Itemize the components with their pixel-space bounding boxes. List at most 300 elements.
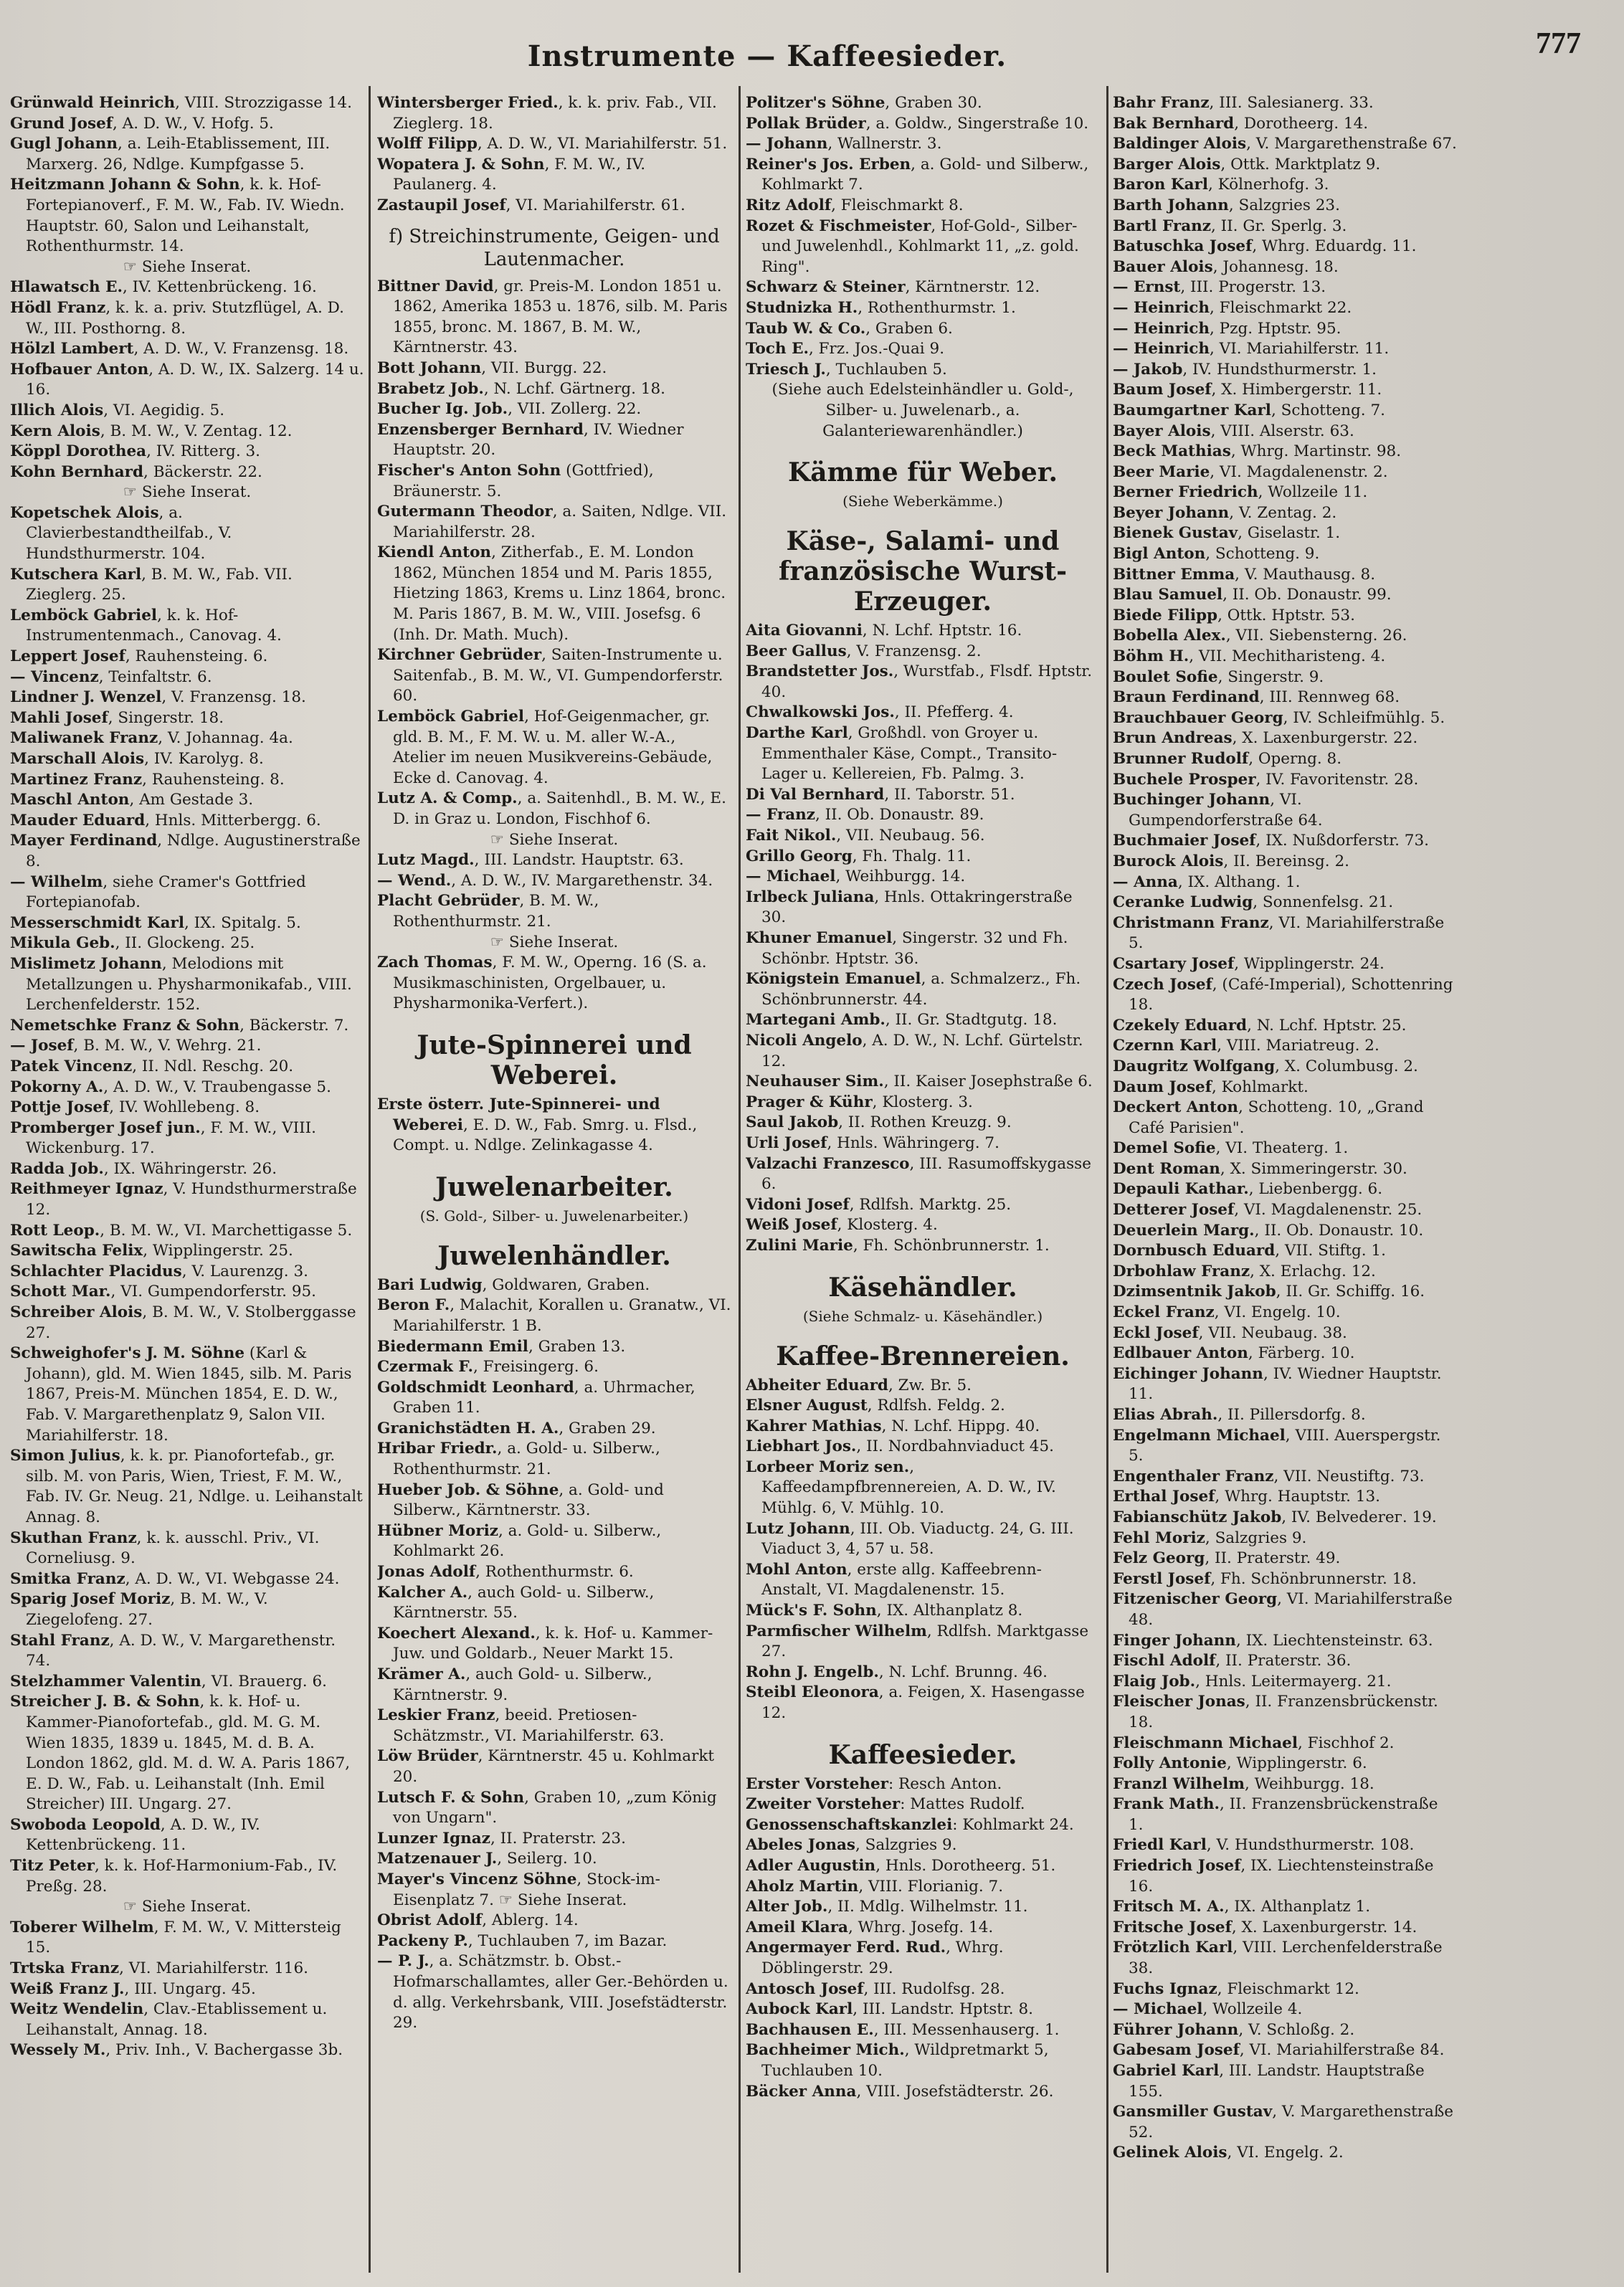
entry-details: , Hnls. Währingerg. 7. bbox=[827, 1133, 999, 1152]
entry-details: , Ottk. Marktplatz 9. bbox=[1220, 155, 1381, 173]
entry-name: Beck Mathias bbox=[1113, 442, 1231, 461]
entry-name: Kahrer Mathias bbox=[746, 1417, 882, 1435]
entry-name: Stahl Franz bbox=[10, 1631, 110, 1650]
directory-entry bbox=[1113, 422, 1457, 442]
entry-name: Toberer Wilhelm bbox=[10, 1918, 154, 1936]
directory-entry bbox=[746, 1683, 1100, 1723]
entry-name: Radda Job. bbox=[10, 1159, 104, 1178]
entry-name: Wessely M. bbox=[10, 2041, 106, 2060]
entry-name: — Heinrich bbox=[1113, 298, 1210, 317]
entry-name: Saul Jakob bbox=[746, 1113, 839, 1132]
directory-entry bbox=[1113, 1426, 1457, 1467]
entry-details: , Liebenbergg. 6. bbox=[1248, 1180, 1383, 1199]
entry-details: , Wildpretmarkt 5, Tuchlauben 10. bbox=[761, 2041, 1049, 2080]
entry-name: Bachhausen E. bbox=[746, 2020, 874, 2039]
entry-name: Ceranke Ludwig bbox=[1113, 893, 1253, 912]
directory-entry bbox=[1113, 1918, 1457, 1939]
entry-name: Zach Thomas bbox=[377, 954, 493, 972]
entry-details: , X. Erlachg. 12. bbox=[1250, 1262, 1376, 1280]
entry-name: Messerschmidt Karl bbox=[10, 913, 184, 932]
entry-details: , VI. Theaterg. 1. bbox=[1215, 1139, 1349, 1158]
directory-entry bbox=[377, 1378, 731, 1419]
entry-name: Mück's F. Sohn bbox=[746, 1602, 877, 1620]
entry-name: Mauder Eduard bbox=[10, 811, 146, 829]
entry-name: Lutsch F. & Sohn bbox=[377, 1788, 525, 1807]
directory-entry bbox=[1113, 893, 1457, 913]
entry-name: Illich Alois bbox=[10, 401, 104, 419]
directory-entry bbox=[1113, 831, 1457, 852]
entry-details: (Gottfried), Bräunerstr. 5. bbox=[393, 461, 654, 500]
entry-details: , Hof-Gold-, Silber- und Juwelenhdl., Kohlmarkt 11, „z. gold. Ring". bbox=[761, 217, 1079, 276]
directory-entry bbox=[377, 1849, 731, 1870]
directory-entry bbox=[746, 1236, 1100, 1257]
directory-entry bbox=[1113, 1938, 1457, 1979]
entry-name: Fehl Moriz bbox=[1113, 1528, 1205, 1547]
entry-name: Fabianschütz Jakob bbox=[1113, 1508, 1282, 1526]
entry-details: , Bäckerstr. 7. bbox=[239, 1016, 349, 1035]
directory-entry bbox=[1113, 1672, 1457, 1693]
entry-details: , A. D. W., VI. Mariahilferstr. 51. bbox=[477, 135, 728, 153]
directory-entry bbox=[1113, 257, 1457, 278]
entry-name: Barth Johann bbox=[1113, 196, 1229, 214]
directory-entry bbox=[377, 277, 731, 358]
entry-name: Schweighofer's J. M. Söhne bbox=[10, 1344, 245, 1363]
entry-name: Dent Roman bbox=[1113, 1159, 1220, 1178]
directory-entry bbox=[746, 2000, 1100, 2020]
directory-entry bbox=[10, 134, 364, 175]
column-1 bbox=[10, 93, 364, 2273]
entry-details: , II. Rothen Kreuzg. 9. bbox=[838, 1113, 1012, 1132]
directory-entry bbox=[1113, 360, 1457, 381]
directory-entry bbox=[746, 1918, 1100, 1939]
directory-entry bbox=[1113, 319, 1457, 340]
directory-entry bbox=[10, 462, 364, 483]
directory-entry bbox=[746, 339, 1100, 360]
entry-name: Jonas Adolf bbox=[377, 1563, 476, 1582]
entry-name: Dzimsentnik Jakob bbox=[1113, 1283, 1276, 1301]
entry-details: , VIII. Mariatreug. 2. bbox=[1217, 1037, 1380, 1055]
directory-entry bbox=[377, 1275, 731, 1296]
entry-name: Czech Josef bbox=[1113, 975, 1212, 994]
entry-name: Lutz Magd. bbox=[377, 851, 475, 870]
entry-name: Beron F. bbox=[377, 1296, 450, 1315]
entry-details: ☞ Siehe Inserat. bbox=[123, 483, 252, 502]
entry-name: Hlawatsch E. bbox=[10, 278, 123, 297]
entry-name: Kalcher A. bbox=[377, 1583, 468, 1602]
entry-name: Czekely Eduard bbox=[1113, 1016, 1248, 1035]
entry-details: , a. Gold- und Silberw., Kohlmarkt 7. bbox=[761, 155, 1089, 194]
directory-entry bbox=[10, 442, 364, 462]
directory-entry bbox=[1113, 708, 1457, 729]
entry-details: , Salzgries 9. bbox=[855, 1836, 957, 1855]
entry-name: Bienek Gustav bbox=[1113, 524, 1238, 543]
directory-entry bbox=[10, 1569, 364, 1590]
directory-entry bbox=[10, 1528, 364, 1569]
entry-name: Bak Bernhard bbox=[1113, 114, 1235, 133]
entry-name: Elias Abrah. bbox=[1113, 1406, 1218, 1424]
entry-name: Bartl Franz bbox=[1113, 217, 1211, 235]
entry-name: Maliwanek Franz bbox=[10, 729, 158, 748]
entry-name: — Heinrich bbox=[1113, 340, 1210, 358]
directory-entry bbox=[746, 1093, 1100, 1113]
entry-details: , Wollzeile 4. bbox=[1202, 2000, 1303, 2019]
entry-name: Burock Alois bbox=[1113, 852, 1224, 870]
entry-name: Rott Leop. bbox=[10, 1221, 100, 1240]
entry-details: , III. Rasumoffskygasse 6. bbox=[761, 1154, 1091, 1194]
directory-entry bbox=[377, 871, 731, 892]
entry-name: Bayer Alois bbox=[1113, 422, 1211, 440]
entry-details: , IV. Belvederег. 19. bbox=[1281, 1508, 1437, 1526]
directory-entry bbox=[1113, 1179, 1457, 1200]
entry-name: Gabesam Josef bbox=[1113, 2041, 1240, 2060]
entry-details: , Stock-im-Eisenplatz 7. ☞ Siehe Inserat. bbox=[393, 1870, 660, 1909]
entry-details: , Graben 30. bbox=[885, 94, 982, 112]
directory-entry bbox=[746, 888, 1100, 928]
entry-name: Schott Mar. bbox=[10, 1283, 111, 1301]
column-3 bbox=[746, 93, 1100, 2273]
entry-name: Braun Ferdinand bbox=[1113, 688, 1260, 707]
directory-entry bbox=[377, 1439, 731, 1480]
entry-details: , II. Franzensbrückenstr. 18. bbox=[1129, 1693, 1438, 1731]
directory-entry bbox=[10, 1098, 364, 1118]
directory-entry bbox=[10, 2000, 364, 2040]
entry-details: , X. Laxenburgerstr. 14. bbox=[1231, 1918, 1418, 1936]
directory-entry bbox=[10, 93, 364, 114]
entry-details: , V. Hundsthurmerstraße 12. bbox=[26, 1180, 357, 1219]
directory-entry bbox=[10, 688, 364, 708]
directory-entry bbox=[1113, 1078, 1457, 1098]
entry-name: Demel Sofie bbox=[1113, 1139, 1216, 1158]
directory-entry bbox=[377, 1521, 731, 1562]
directory-entry bbox=[377, 399, 731, 420]
entry-details: , Hnls. Leitermayerg. 21. bbox=[1195, 1672, 1392, 1691]
entry-name: Pokorny A. bbox=[10, 1078, 104, 1096]
entry-details: , II. Taborstr. 51. bbox=[884, 785, 1015, 804]
entry-details: (Siehe auch Edelsteinhändler u. Gold-, Silber- u. Juwelenarb., a. Galanteriewarenhändler.) bbox=[771, 381, 1074, 440]
entry-name: Angermayer Ferd. Rud. bbox=[746, 1939, 946, 1957]
entry-details: , Melodions mit Metallzungen u. Physharmonikafab., VIII. Lerchenfelderstr. 152. bbox=[26, 954, 352, 1014]
entry-name: Pollak Brüder bbox=[746, 114, 866, 133]
entry-name: Aubock Karl bbox=[746, 2000, 853, 2019]
entry-details: , Kölnerhofg. 3. bbox=[1208, 176, 1329, 194]
entry-details: , Rauhensteing. 6. bbox=[125, 647, 268, 666]
directory-entry bbox=[10, 1692, 364, 1815]
entry-name: Wolff Filipp bbox=[377, 135, 478, 153]
entry-details: , VI. Magdalenenstr. 25. bbox=[1234, 1201, 1423, 1219]
entry-details: , III. Landstr. Hauptstr. 63. bbox=[474, 851, 684, 870]
directory-entry bbox=[1113, 1528, 1457, 1549]
entry-name: Mislimetz Johann bbox=[10, 954, 162, 973]
entry-details: , Wallnerstr. 3. bbox=[827, 135, 942, 153]
entry-name: Rohn J. Engelb. bbox=[746, 1663, 879, 1681]
directory-entry bbox=[1113, 1016, 1457, 1037]
entry-details: , V. Johannag. 4a. bbox=[158, 729, 293, 748]
entry-details: ☞ Siehe Inserat. bbox=[123, 257, 252, 276]
directory-entry bbox=[1113, 1057, 1457, 1078]
directory-entry bbox=[377, 1746, 731, 1787]
directory-entry bbox=[10, 1036, 364, 1057]
entry-name: Ritz Adolf bbox=[746, 196, 832, 214]
entry-details: , Schotteng. 10, „Grand Café Parisien". bbox=[1129, 1098, 1424, 1137]
entry-details: , Wollzeile 11. bbox=[1258, 483, 1368, 502]
entry-details: , Fischhof 2. bbox=[1298, 1734, 1395, 1752]
entry-name: Dornbusch Eduard bbox=[1113, 1242, 1276, 1260]
directory-entry bbox=[1113, 1487, 1457, 1508]
entry-name: Promberger Josef jun. bbox=[10, 1118, 201, 1137]
entry-details: , A. D. W., V. Hofg. 5. bbox=[113, 114, 274, 133]
entry-details: , IX. Liechtensteinstraße 16. bbox=[1129, 1857, 1434, 1896]
directory-entry bbox=[1113, 1138, 1457, 1159]
entry-details: , k. k. Hof- u. Kammer-Pianofortefab., gld. M. G. M. Wien 1835, 1839 u. 1845, M. d. B. A. London 1862, gld. M. d. W. A. Paris 1867, E. D. W., Fab. u. Leihanstalt (Inh. Emil Streicher) III. Ungarg. 27. bbox=[26, 1693, 351, 1814]
entry-details: , Schotteng. 7. bbox=[1271, 401, 1385, 419]
directory-entry bbox=[1113, 1303, 1457, 1323]
entry-details: , VI. Mariahilferstraße 48. bbox=[1129, 1590, 1453, 1629]
entry-name: Köppl Dorothea bbox=[10, 442, 147, 461]
directory-entry bbox=[746, 134, 1100, 155]
entry-name: Fritsche Josef bbox=[1113, 1918, 1232, 1936]
directory-entry bbox=[10, 1344, 364, 1446]
entry-details: , a. Gold- u. Silberw., Rothenthurmstr. 21. bbox=[393, 1440, 660, 1479]
entry-details: , F. M. W., VIII. Wickenburg. 17. bbox=[26, 1118, 316, 1158]
entry-details: , Hnls. Dorotheerg. 51. bbox=[875, 1856, 1056, 1875]
directory-entry bbox=[10, 1979, 364, 2000]
directory-entry bbox=[1113, 217, 1457, 237]
entry-name: Chwalkowski Jos. bbox=[746, 703, 895, 722]
entry-details: , k. k. Hof-Harmonium-Fab., IV. Preßg. 28. bbox=[26, 1857, 338, 1896]
entry-name: Adler Augustin bbox=[746, 1856, 876, 1875]
entry-name: Weiß Josef bbox=[746, 1216, 837, 1235]
entry-details: , III. Ob. Viaductg. 24, G. III. Viaduct 3, 4, 57 u. 58. bbox=[761, 1519, 1074, 1559]
entry-details: , k. k. Hof-Instrumentenmach., Canovag. 4. bbox=[26, 606, 282, 645]
directory-entry bbox=[377, 1706, 731, 1746]
directory-entry bbox=[377, 830, 731, 851]
directory-entry bbox=[746, 360, 1100, 381]
directory-entry bbox=[10, 565, 364, 606]
entry-name: Bott Johann bbox=[377, 358, 482, 377]
entry-details: , Rothenthurmstr. 6. bbox=[475, 1563, 634, 1582]
entry-details: , V. Hundsthurmerstr. 108. bbox=[1206, 1836, 1415, 1855]
entry-name: Erthal Josef bbox=[1113, 1488, 1215, 1506]
entry-name: Neuhauser Sim. bbox=[746, 1073, 884, 1091]
entry-name: Buchinger Johann bbox=[1113, 791, 1271, 809]
entry-details: , Giselastr. 1. bbox=[1238, 524, 1341, 543]
directory-entry bbox=[746, 621, 1100, 642]
entry-name: Martinez Franz bbox=[10, 770, 143, 789]
entry-name: Beyer Johann bbox=[1113, 503, 1230, 522]
entry-details: , F. M. W., Operng. 16 (S. a. Musikmaschinisten, Orgelbauer, u. Physharmonika-Verfert.). bbox=[393, 954, 707, 1013]
entry-details: , IX. Althanplatz 1. bbox=[1224, 1898, 1371, 1916]
directory-entry bbox=[377, 1951, 731, 2033]
entry-details: , II. Nordbahnviaduct 45. bbox=[856, 1437, 1054, 1456]
entry-name: Fleischer Jonas bbox=[1113, 1693, 1245, 1711]
entry-details: , Rdlfsh. Feldg. 2. bbox=[867, 1397, 1005, 1415]
entry-name: Wopatera J. & Sohn bbox=[377, 155, 545, 173]
entry-name: Eckl Josef bbox=[1113, 1323, 1199, 1342]
directory-entry bbox=[1113, 155, 1457, 176]
entry-details: , Singerstr. 18. bbox=[108, 708, 224, 727]
entry-name: Lemböck Gabriel bbox=[377, 708, 525, 726]
entry-details: , beeid. Pretiosen-Schätzmstr., VI. Mariahilferstr. 63. bbox=[393, 1706, 665, 1745]
directory-entry bbox=[1113, 606, 1457, 627]
entry-details: , Wipplingerstr. 25. bbox=[143, 1242, 293, 1260]
directory-entry bbox=[746, 1072, 1100, 1093]
entry-details: , N. Lchf. Hptstr. 25. bbox=[1247, 1016, 1407, 1035]
directory-entry bbox=[1113, 523, 1457, 544]
directory-entry bbox=[746, 1938, 1100, 1979]
directory-entry bbox=[377, 850, 731, 871]
entry-name: Fritsch M. A. bbox=[1113, 1898, 1225, 1916]
entry-details: , VII. Siebensterng. 26. bbox=[1225, 627, 1407, 645]
directory-entry bbox=[377, 1829, 731, 1850]
directory-entry bbox=[1113, 1651, 1457, 1672]
directory-entry bbox=[10, 1959, 364, 1979]
entry-name: Maschl Anton bbox=[10, 791, 130, 809]
entry-details: , Zitherfab., E. M. London 1862, München 1854 und M. Paris 1855, Hietzing 1863, Krems u. Linz 1864, bronc. M. Paris 1867, B. M. W., VIII. Josefsg. 6 (Inh. Dr. Math. Much). bbox=[393, 543, 726, 644]
directory-entry bbox=[10, 1282, 364, 1303]
directory-entry bbox=[746, 1601, 1100, 1622]
entry-details: , Fh. Schönbrunnerstr. 18. bbox=[1210, 1569, 1417, 1588]
entry-name: Csartary Josef bbox=[1113, 954, 1235, 973]
directory-entry bbox=[1113, 1734, 1457, 1754]
entry-details: , B. M. W., V. Stolberggasse 27. bbox=[26, 1303, 356, 1342]
entry-details: , II. Franzensbrückenstraße 1. bbox=[1129, 1795, 1438, 1834]
entry-details: , Ablerg. 14. bbox=[482, 1911, 579, 1930]
directory-entry bbox=[746, 928, 1100, 969]
directory-entry bbox=[377, 707, 731, 789]
directory-entry bbox=[10, 482, 364, 503]
entry-name: Triesch J. bbox=[746, 360, 826, 379]
entry-details: , Tuchlauben 7, im Bazar. bbox=[467, 1931, 668, 1950]
entry-details: , IV. Kettenbrückeng. 16. bbox=[122, 278, 317, 297]
entry-details: , VI. Mariahilferstraße 5. bbox=[1129, 913, 1445, 953]
directory-entry bbox=[377, 1419, 731, 1440]
entry-name: Brun Andreas bbox=[1113, 729, 1233, 748]
entry-details: , F. M. W., IV. Paulanerg. 4. bbox=[393, 155, 646, 194]
entry-details: , II. Pillersdorfg. 8. bbox=[1217, 1406, 1366, 1424]
entry-name: Baum Josef bbox=[1113, 381, 1212, 399]
entry-details: , Fh. Schönbrunnerstr. 1. bbox=[853, 1236, 1050, 1255]
directory-entry bbox=[10, 811, 364, 832]
entry-name: Fuchs Ignaz bbox=[1113, 1979, 1217, 1998]
entry-details: , IV. Favoritenstr. 28. bbox=[1255, 770, 1419, 789]
directory-entry bbox=[1113, 1774, 1457, 1795]
entry-name: Ameil Klara bbox=[746, 1918, 848, 1936]
entry-name: Matzenauer J. bbox=[377, 1850, 498, 1868]
directory-entry bbox=[1113, 1344, 1457, 1364]
directory-entry bbox=[746, 1437, 1100, 1458]
entry-name: Koechert Alexand. bbox=[377, 1624, 536, 1642]
entry-name: Granichstädten H. A. bbox=[377, 1419, 559, 1437]
entry-name: — Franz bbox=[746, 806, 815, 824]
entry-details: , Whrg. Josefg. 14. bbox=[847, 1918, 994, 1936]
directory-entry bbox=[377, 502, 731, 543]
section-note: (Siehe Weberkämme.) bbox=[842, 493, 1003, 510]
section-heading: Juwelenarbeiter. bbox=[435, 1171, 673, 1202]
directory-entry bbox=[1113, 2102, 1457, 2143]
entry-details: , Singerstr. 9. bbox=[1217, 667, 1324, 686]
entry-details: , VI. Mariahilferstr. 11. bbox=[1210, 340, 1390, 358]
directory-entry bbox=[377, 196, 731, 217]
directory-entry bbox=[746, 1856, 1100, 1877]
directory-entry bbox=[1113, 1979, 1457, 2000]
directory-entry bbox=[1113, 380, 1457, 401]
entry-details: , VIII. Strozzigasse 14. bbox=[175, 94, 352, 112]
directory-entry bbox=[746, 1835, 1100, 1856]
entry-details: , Seilerg. 10. bbox=[497, 1850, 597, 1868]
entry-name: Brabetz Job. bbox=[377, 379, 484, 398]
entry-details: , B. M. W., V. Zentag. 12. bbox=[100, 422, 293, 440]
entry-name: Frank Math. bbox=[1113, 1795, 1220, 1814]
directory-entry bbox=[1113, 1589, 1457, 1630]
entry-details: , (Café-Imperial), Schottenring 18. bbox=[1129, 975, 1453, 1014]
entry-details: , k. k. priv. Fab., VII. Zieglerg. 18. bbox=[393, 94, 717, 133]
entry-name: Hribar Friedr. bbox=[377, 1440, 498, 1458]
entry-name: Krämer A. bbox=[377, 1665, 466, 1683]
directory-entry bbox=[746, 723, 1100, 785]
entry-name: Czermak F. bbox=[377, 1358, 473, 1377]
directory-entry bbox=[1113, 277, 1457, 298]
entry-name: Berner Friedrich bbox=[1113, 483, 1258, 502]
entry-details: , VI. Brauerg. 6. bbox=[201, 1672, 327, 1691]
entry-details: , VI. Mariahilferstr. 116. bbox=[119, 1959, 308, 1978]
entry-name: Brauchbauer Georg bbox=[1113, 708, 1283, 727]
entry-details: , II. Kaiser Josephstraße 6. bbox=[883, 1073, 1093, 1091]
directory-entry bbox=[10, 1118, 364, 1159]
entry-details: , a. Schmalzerz., Fh. Schönbrunnerstr. 44. bbox=[761, 970, 1081, 1009]
entry-details: , A. D. W., IV. Kettenbrückeng. 11. bbox=[26, 1815, 260, 1855]
directory-entry bbox=[746, 785, 1100, 806]
entry-details: , a. Saitenhdl., B. M. W., E. D. in Graz u. London, Fischhof 6. bbox=[393, 789, 726, 828]
entry-name: — Michael bbox=[1113, 2000, 1203, 2019]
entry-details: , III. Rudolfsg. 28. bbox=[863, 1979, 1005, 1998]
entry-details: , X. Simmeringerstr. 30. bbox=[1220, 1159, 1407, 1178]
entry-details: , V. Laurenzg. 3. bbox=[181, 1262, 308, 1280]
page-number: 777 bbox=[1536, 27, 1581, 60]
entry-name: Khuner Emanuel bbox=[746, 929, 893, 947]
entry-details: , Bäckerstr. 22. bbox=[143, 462, 262, 481]
entry-name: Valzachi Franzesco bbox=[746, 1154, 910, 1173]
entry-details: , Teinfaltstr. 6. bbox=[98, 667, 212, 686]
entry-name: Gutermann Theodor bbox=[377, 503, 553, 521]
entry-details: , II. Praterstr. 23. bbox=[490, 1829, 626, 1848]
entry-details: , Kohlmarkt. bbox=[1212, 1078, 1309, 1096]
directory-entry bbox=[10, 770, 364, 791]
directory-entry bbox=[1113, 175, 1457, 196]
entry-details: , N. Lchf. Hippg. 40. bbox=[881, 1417, 1040, 1435]
entry-details: , Wipplingerstr. 24. bbox=[1234, 954, 1385, 973]
entry-name: Barger Alois bbox=[1113, 155, 1221, 173]
entry-name: Lunzer Ignaz bbox=[377, 1829, 490, 1848]
entry-name: Gugl Johann bbox=[10, 135, 118, 153]
directory-entry bbox=[1113, 585, 1457, 606]
column-divider bbox=[369, 86, 371, 2273]
directory-entry bbox=[1113, 1692, 1457, 1733]
directory-entry bbox=[746, 1622, 1100, 1663]
entry-name: Grillo Georg bbox=[746, 847, 853, 865]
entry-name: — Michael bbox=[746, 867, 836, 886]
entry-details: : Mattes Rudolf. bbox=[900, 1795, 1025, 1814]
entry-details: , II. Gr. Sperlg. 3. bbox=[1211, 217, 1347, 235]
entry-name: Hölzl Lambert bbox=[10, 340, 134, 358]
directory-entry bbox=[377, 1788, 731, 1829]
entry-details: , Rdlfsh. Marktg. 25. bbox=[849, 1195, 1012, 1214]
entry-name: Elsner August bbox=[746, 1397, 868, 1415]
entry-details: , II. Ob. Donaustr. 89. bbox=[815, 806, 984, 824]
directory-entry bbox=[1113, 2040, 1457, 2061]
directory-entry bbox=[746, 1663, 1100, 1683]
directory-entry bbox=[746, 1133, 1100, 1154]
entry-details: , B. M. W., Fab. VII. Zieglerg. 25. bbox=[26, 565, 293, 604]
